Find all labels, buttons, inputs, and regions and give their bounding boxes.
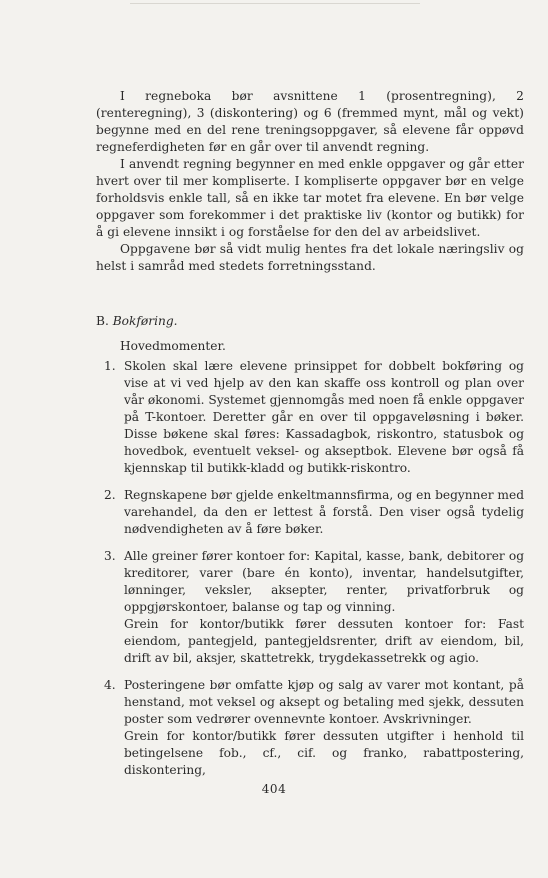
list-item-paragraph: Alle greiner fører kontoer for: Kapital, kasse, bank, debitorer og kreditorer, varer (bare én konto), inventar, handelsutgifter, lønninger, veksler, aksepter, renter, privatforbruk og oppgjørskontoer, balanse og tap og vinning. [124, 549, 524, 614]
list-item-body [124, 548, 524, 667]
section-label: B. [96, 314, 109, 328]
list-item-2 [96, 487, 524, 538]
intro-paragraph-1: I regneboka bør avsnittene 1 (prosentregning), 2 (renteregning), 3 (diskontering) og 6 (fremmed mynt, mål og vekt) begynne med en del rene treningsoppgaver, så elevene får oppøvd regneferdigheten før en går over til anvendt regning. [96, 89, 524, 154]
list-item-number: 2. [104, 488, 116, 502]
list-item-number: 3. [104, 549, 116, 563]
intro-section [96, 88, 524, 275]
intro-paragraph-2: I anvendt regning begynner en med enkle oppgaver og går etter hvert over til mer kompliserte. I kompliserte oppgaver bør en velge forholdsvis enkle tall, så en ikke tar motet fra elevene. En bør velge oppgaver som forekommer i det praktiske liv (kontor og butikk) for å gi elevene innsikt i og forståelse for den del av arbeidslivet. [96, 157, 524, 239]
section-title: Bokføring. [112, 314, 178, 328]
list-item-paragraph: Posteringene bør omfatte kjøp og salg av varer mot kontant, på henstand, mot veksel og aksept og betaling med sjekk, dessuten poster som vedrører ovennevnte kontoer. Avskrivninger. [124, 678, 524, 726]
page-number: 404 [261, 782, 287, 796]
list-item-number: 4. [104, 678, 116, 692]
list-item-body [124, 677, 524, 779]
list-item-paragraph: Grein for kontor/butikk fører dessuten kontoer for: Fast eiendom, pantegjeld, pantegjeldsrenter, drift av eiendom, bil, drift av bil, aksjer, skattetrekk, trygdekassetrekk og agio. [124, 617, 524, 665]
top-edge-rule [130, 3, 420, 4]
list-item-paragraph: Grein for kontor/butikk fører dessuten utgifter i henhold til betingelsene fob., cf., cif. og franko, rabattpostering, diskontering, [124, 729, 524, 777]
intro-paragraph-3: Oppgavene bør så vidt mulig hentes fra det lokale næringsliv og helst i samråd med stedets forretningsstand. [96, 242, 524, 273]
section-heading [96, 313, 178, 330]
subheading: Hovedmomenter. [120, 339, 226, 353]
list-item-body [124, 358, 524, 477]
list-item-paragraph: Regnskapene bør gjelde enkeltmannsfirma, og en begynner med varehandel, da den er lettest å forstå. Den viser også tydelig nødvendigheten av å føre bøker. [124, 488, 524, 536]
list-item-paragraph: Skolen skal lære elevene prinsippet for dobbelt bokføring og vise at vi ved hjelp av den kan skaffe oss kontroll og plan over vår økonomi. Systemet gjennomgås med noen få enkle oppgaver på T-kontoer. Deretter går en over til oppgaveløsning i bøker. Disse bøkene skal føres: Kassadagbok, riskontro, statusbok og hovedbok, eventuelt veksel- og akseptbok. Elevene bør også få kjennskap til butikk-kladd og butikk-riskontro. [124, 359, 524, 475]
list-item-1 [96, 358, 524, 477]
list-item-number: 1. [104, 359, 116, 373]
list-item-3 [96, 548, 524, 667]
numbered-list [96, 358, 524, 789]
list-item-body [124, 487, 524, 538]
list-item-4 [96, 677, 524, 779]
